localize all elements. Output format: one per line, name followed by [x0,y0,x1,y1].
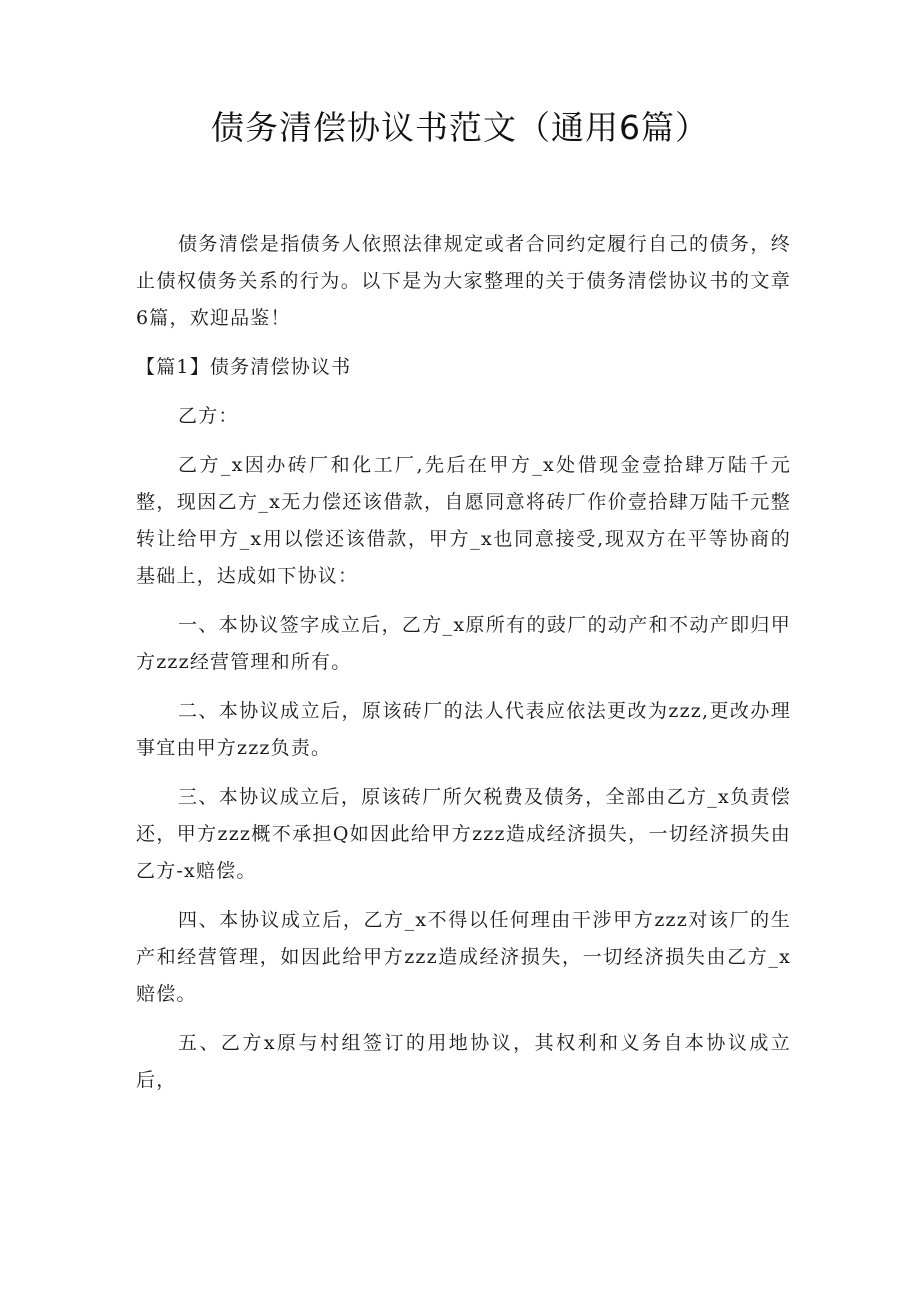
section-heading: 【篇1】债务清偿协议书 [136,356,352,378]
intro-paragraph: 债务清偿是指债务人依照法律规定或者合同约定履行自己的债务，终止债权债务关系的行为。以下是为大家整理的关于债务清偿协议书的文章6篇，欢迎品鉴！ [136,233,791,329]
clause-five: 五、乙方x原与村组签订的用地协议，其权利和义务自本协议成立后， [136,1032,791,1091]
clause-one: 一、本协议签字成立后，乙方_x原所有的豉厂的动产和不动产即归甲方zzz经营管理和所有。 [136,614,791,673]
document-body [136,226,791,1111]
clause-three: 三、本协议成立后，原该砖厂所欠税费及债务，全部由乙方_x负责偿还，甲方zzz概不承担Q如因此给甲方zzz造成经济损失，一切经济损失由乙方-x赔偿。 [136,786,791,882]
party-b-label: 乙方： [178,405,239,427]
body-paragraph: 乙方_x因办砖厂和化工厂,先后在甲方_x处借现金壹拾肆万陆千元整，现因乙方_x无力偿还该借款，自愿同意将砖厂作价壹拾肆万陆千元整转让给甲方_x用以偿还该借款，甲方_x也同意接受,现双方在平等协商的基础上，达成如下协议： [136,454,791,587]
clause-two: 二、本协议成立后，原该砖厂的法人代表应依法更改为zzz,更改办理事宜由甲方zzz负责。 [136,700,791,759]
clause-four: 四、本协议成立后，乙方_x不得以任何理由干涉甲方zzz对该厂的生产和经营管理，如因此给甲方zzz造成经济损失，一切经济损失由乙方_x赔偿。 [136,909,791,1005]
document-title: 债务清偿协议书范文（通用6篇） [211,108,709,147]
